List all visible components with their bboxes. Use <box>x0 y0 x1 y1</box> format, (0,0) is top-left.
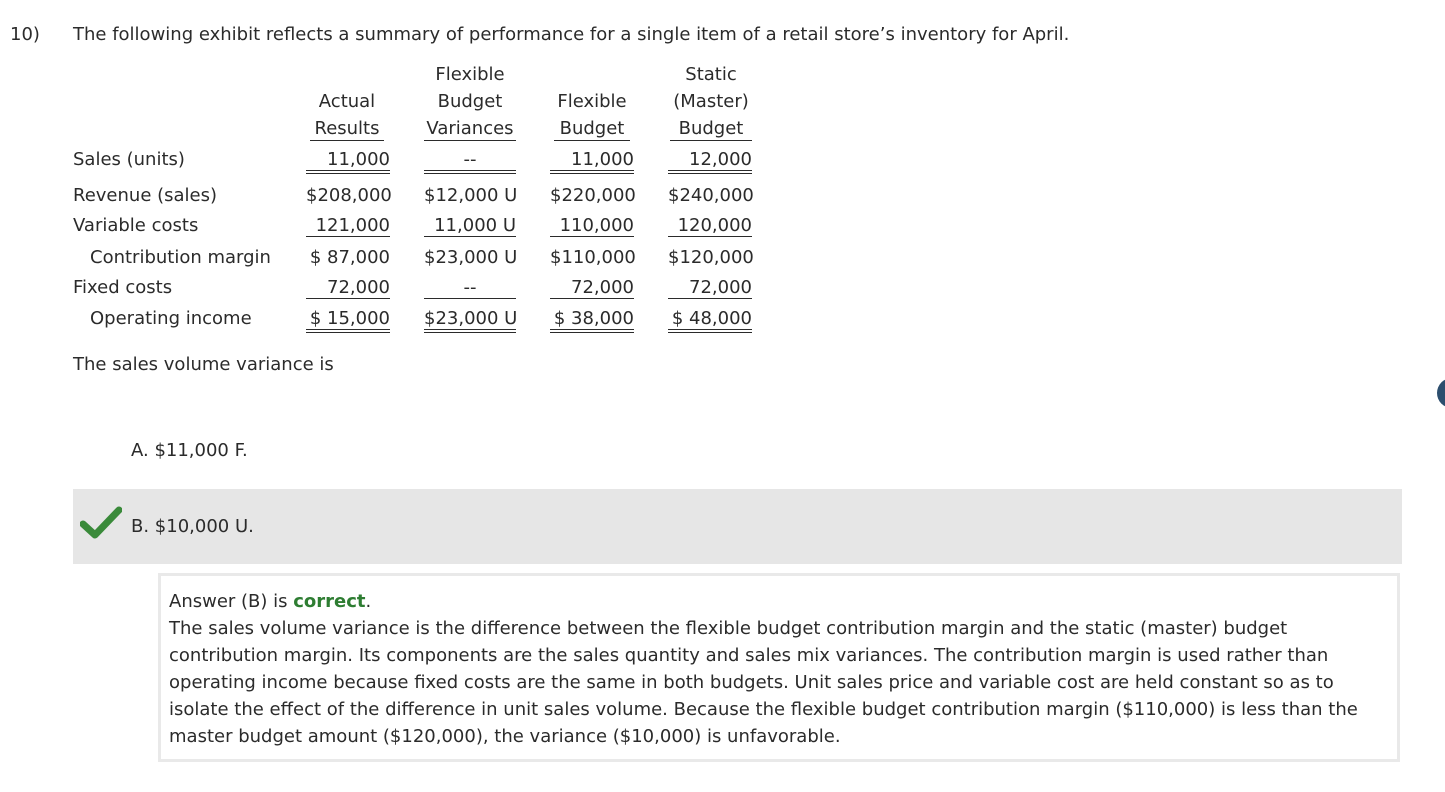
table-cell: 72,000 <box>550 277 634 299</box>
table-cell: 110,000 <box>550 215 634 237</box>
table-cell: $120,000 <box>668 247 754 268</box>
table-cell: $12,000 U <box>424 185 518 206</box>
row-label-revenue: Revenue (sales) <box>73 185 218 206</box>
table-cell: -- <box>424 149 516 174</box>
col-header-static-line1: Static <box>685 64 737 85</box>
col-header-fbv-line1: Flexible <box>435 64 505 85</box>
table-cell: $23,000 U <box>424 308 516 333</box>
table-cell: $23,000 U <box>424 247 518 268</box>
col-header-fbv-line2: Budget <box>437 91 503 112</box>
row-label-operating-income: Operating income <box>90 308 252 329</box>
col-header-flex-line2: Budget <box>554 118 630 141</box>
table-cell: $220,000 <box>550 185 636 206</box>
col-header-actual-line2: Results <box>310 118 384 141</box>
row-label-sales-units: Sales (units) <box>73 149 185 170</box>
table-cell: $208,000 <box>306 185 392 206</box>
col-header-static-line3: Budget <box>670 118 752 141</box>
table-cell: 121,000 <box>306 215 390 237</box>
table-cell: 12,000 <box>668 149 752 174</box>
col-header-static-line2: (Master) <box>673 91 749 112</box>
question-prompt: The sales volume variance is <box>73 354 334 375</box>
help-bubble-icon[interactable] <box>1437 378 1445 408</box>
question-text: The following exhibit reflects a summary of performance for a single item of a retail store’s inventory for April. <box>73 24 1070 45</box>
row-label-variable-costs: Variable costs <box>73 215 199 236</box>
table-cell: $110,000 <box>550 247 636 268</box>
table-cell: 120,000 <box>668 215 752 237</box>
table-cell: 72,000 <box>306 277 390 299</box>
table-cell: 11,000 <box>306 149 390 174</box>
answer-choice-b[interactable]: B. $10,000 U. <box>131 516 254 537</box>
table-cell: $ 15,000 <box>306 308 390 333</box>
selected-answer-band <box>73 489 1402 564</box>
table-cell: $240,000 <box>668 185 754 206</box>
explanation-lead-text: Answer (B) is <box>169 591 294 612</box>
row-label-fixed-costs: Fixed costs <box>73 277 173 298</box>
explanation-body: The sales volume variance is the difference between the flexible budget contribution margin and the static (master) budget contribution margin. Its components are the sales quantity and sales mix variances. The contribution margin is used rather than operating income because fixed costs are the same in both budgets. Unit sales price and variable cost are held constant so as to isolate the effect of the difference in unit sales volume. Because the flexible budget contribution margin ($110,000) is less than the master budget amount ($120,000), the variance ($10,000) is unfavorable. <box>169 618 1358 747</box>
table-cell: 11,000 U <box>424 215 516 237</box>
answer-explanation <box>158 573 1400 762</box>
table-cell: $ 87,000 <box>309 247 390 268</box>
explanation-lead-end: . <box>365 591 372 612</box>
col-header-flex-line1: Flexible <box>557 91 627 112</box>
table-cell: $ 38,000 <box>550 308 634 333</box>
table-cell: -- <box>424 277 516 299</box>
row-label-contribution-margin: Contribution margin <box>90 247 271 268</box>
table-cell: 11,000 <box>550 149 634 174</box>
table-cell: 72,000 <box>668 277 752 299</box>
col-header-actual-line1: Actual <box>318 91 376 112</box>
table-cell: $ 48,000 <box>668 308 752 333</box>
checkmark-icon <box>80 505 122 541</box>
correct-verdict: correct <box>293 591 366 612</box>
explanation-lead <box>169 588 1389 615</box>
answer-choice-a[interactable]: A. $11,000 F. <box>131 440 248 461</box>
col-header-fbv-line3: Variances <box>424 118 516 141</box>
question-number: 10) <box>10 24 40 45</box>
